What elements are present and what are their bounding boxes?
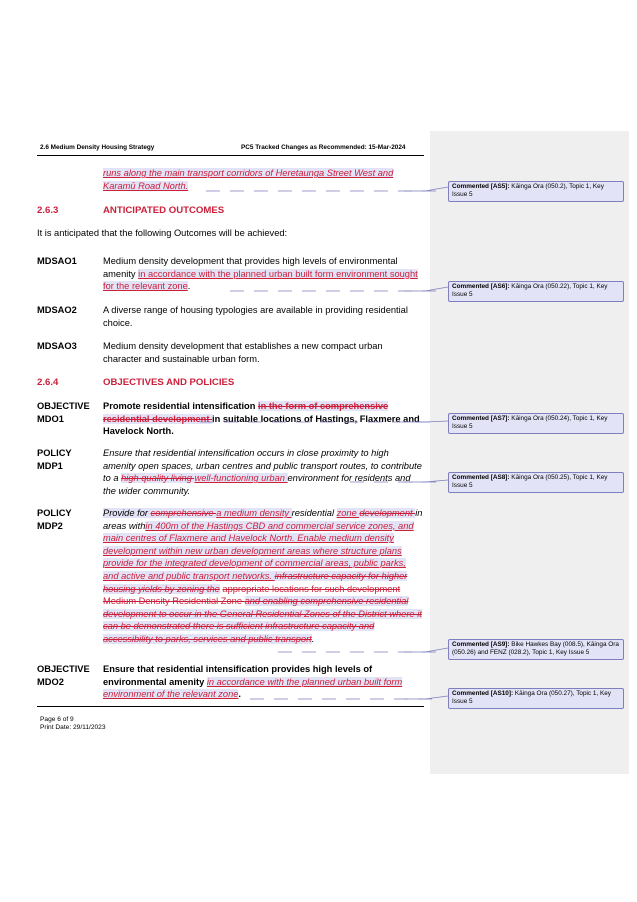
- mdsao3-text: Medium density development that establishes a new compact urban character and sustainable urban form.: [103, 341, 383, 364]
- mdsao3-label: MDSAO3: [37, 341, 77, 351]
- comment-margin-pane: [430, 131, 629, 774]
- intro-line1: runs along the main transport corridors of Heretaunga Street West and: [103, 168, 394, 178]
- comment-as10-text: Kāinga Ora (050.27), Topic 1, Key Issue 5: [452, 690, 612, 706]
- mdsao2-text: A diverse range of housing typologies are available in providing residential choice.: [103, 305, 408, 328]
- comment-as5[interactable]: [448, 181, 624, 202]
- mdp2-del6: and enabling comprehensive residential development to occur in the General Residential Zones of the District where it can be demonstrated there is sufficient infrastructure capacity and accessibility to parks, services and public transport: [103, 596, 422, 644]
- comment-as5-tag: Commented [AS5]:: [452, 183, 510, 190]
- mdo1-label-line2: MDO1: [37, 413, 64, 424]
- mdp1-label-line2: MDP1: [37, 460, 63, 471]
- mdsao2-label: MDSAO2: [37, 305, 77, 315]
- section-number-264: 2.6.4: [37, 377, 59, 388]
- comment-as8[interactable]: [448, 472, 624, 493]
- mdo2-label-line2: MDO2: [37, 676, 64, 687]
- mdp1-insertion: well-functioning urban: [194, 473, 288, 484]
- section-number-263: 2.6.3: [37, 205, 59, 216]
- comment-as6-text: Kāinga Ora (050.22), Topic 1, Key Issue 5: [452, 283, 608, 299]
- mdsao1-insertion: in accordance with the planned urban built form environment sought for the relevant zone: [103, 268, 418, 292]
- mdsao1-text1: Medium density development that provides high levels of environmental amenity: [103, 256, 398, 279]
- comment-as9-tag: Commented [AS9]:: [452, 641, 510, 648]
- comment-as10[interactable]: [448, 688, 624, 709]
- mdp2-ins3: in 400m of the Hastings CBD and commercial service zones, and main centres of Flaxmere and Havelock North. Enable medium density development within new urban development areas where structure plans provide for the integrated development of commercial areas, public parks, and active and public transport networks.: [103, 520, 414, 581]
- footer-rule: [37, 706, 424, 707]
- mdsao1-end: .: [187, 281, 191, 292]
- comment-as6-tag: Commented [AS6]:: [452, 283, 510, 290]
- mdp2-label: [37, 507, 101, 532]
- comment-as7[interactable]: [448, 413, 624, 434]
- mdsao1-label: MDSAO1: [37, 256, 77, 266]
- mdp2-text: [103, 507, 423, 646]
- mdo2-end: .: [238, 689, 241, 700]
- comment-as8-tag: Commented [AS8]:: [452, 474, 510, 481]
- mdp2-del4: appropriate locations for such development: [222, 583, 401, 594]
- mdp2-del5: Medium Density Residential Zone: [103, 596, 245, 607]
- mdo1-label-line1: OBJECTIVE: [37, 401, 90, 411]
- mdp1-t2: environment for residents and the wider community.: [103, 473, 411, 496]
- mdp1-deletion: high quality living: [121, 473, 195, 484]
- mdo2-label-line1: OBJECTIVE: [37, 664, 90, 674]
- comment-as7-tag: Commented [AS7]:: [452, 415, 510, 422]
- mdo1-t2: in suitable locations of Hastings, Flaxmere and Havelock North.: [103, 413, 420, 437]
- mdp1-label: [37, 447, 101, 472]
- mdo2-text: [103, 663, 423, 701]
- mdsao1-text: [103, 255, 423, 293]
- mdp2-del3: infrastructure capacity for higher housing yields by zoning the: [103, 570, 408, 594]
- footer-print-date: Print Date: 29/11/2023: [40, 724, 106, 731]
- anticipated-text: It is anticipated that the following Outcomes will be achieved:: [37, 228, 288, 238]
- mdp2-label-line2: MDP2: [37, 520, 63, 531]
- mdp1-text: [103, 447, 423, 497]
- mdp2-t1: Provide for: [103, 508, 151, 518]
- header-right: PC5 Tracked Changes as Recommended: 15-Mar-2024: [241, 144, 406, 151]
- header-left: 2.6 Medium Density Housing Strategy: [40, 144, 155, 151]
- mdo1-text: [103, 400, 423, 438]
- mdo1-label: [37, 400, 101, 425]
- mdp2-t2: residential: [291, 508, 337, 518]
- mdp1-label-line1: POLICY: [37, 448, 72, 458]
- mdp2-t3: in areas with: [103, 508, 423, 531]
- intro-line2: Karamū Road North.: [103, 180, 189, 191]
- section-title-264: OBJECTIVES AND POLICIES: [103, 377, 235, 388]
- footer-page: Page 6 of 9: [40, 716, 74, 723]
- comment-as6[interactable]: [448, 281, 624, 302]
- mdp2-ins1: a medium density: [216, 508, 292, 518]
- mdo1-deletion: in the form of comprehensive residential development: [103, 401, 389, 424]
- mdp2-end: .: [311, 633, 315, 644]
- mdp2-del2: development: [359, 508, 416, 518]
- mdp1-t1: Ensure that residential intensification occurs in close proximity to high amenity open spaces, urban centres and public transport routes, to contribute to a: [103, 448, 422, 484]
- comment-as9[interactable]: [448, 639, 624, 660]
- comment-as8-text: Kāinga Ora (050.25), Topic 1, Key Issue 5: [452, 474, 608, 490]
- mdo2-t1: Ensure that residential intensification provides high levels of environmental amenity: [103, 664, 373, 687]
- comment-as9-text: Bike Hawkes Bay (008.5), Kāinga Ora (050.26) and FENZ (028.2), Topic 1, Key Issue 5: [452, 641, 619, 657]
- section-title-263: ANTICIPATED OUTCOMES: [103, 205, 225, 216]
- comment-as7-text: Kāinga Ora (050.24), Topic 1, Key Issue 5: [452, 415, 608, 431]
- intro-continuation: [103, 167, 423, 192]
- comment-as5-text: Kāinga Ora (050.2), Topic 1, Key Issue 5: [452, 183, 604, 199]
- header-rule: [37, 155, 424, 156]
- mdo2-label: [37, 663, 101, 688]
- mdp2-del1: comprehensive: [150, 508, 217, 518]
- mdp2-ins2: zone: [336, 508, 360, 518]
- mdo2-insertion: in accordance with the planned urban built form environment of the relevant zone: [103, 676, 403, 700]
- comment-as10-tag: Commented [AS10]:: [452, 690, 514, 697]
- mdo1-t1: Promote residential intensification: [103, 401, 258, 411]
- mdp2-label-line1: POLICY: [37, 508, 72, 518]
